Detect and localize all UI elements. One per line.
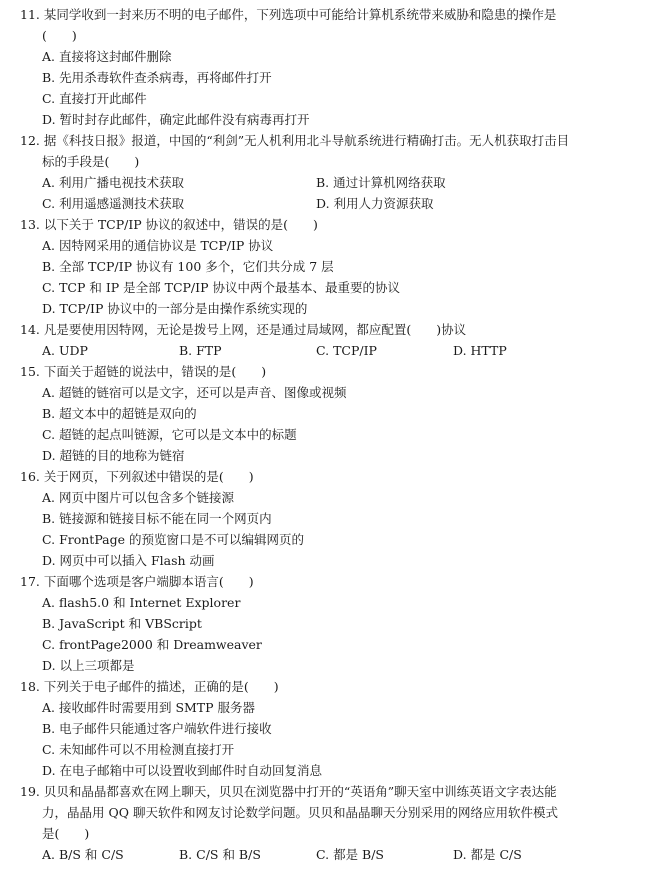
question-stem-cont: 是( ) [42, 826, 90, 841]
option-b: B. 链接源和链接目标不能在同一个网页内 [42, 511, 272, 526]
option-a: A. B/S 和 C/S [42, 847, 124, 862]
option-c: C. frontPage2000 和 Dreamweaver [42, 637, 262, 652]
option-c: C. TCP 和 IP 是全部 TCP/IP 协议中两个最基本、最重要的协议 [42, 280, 400, 295]
question-15 [20, 361, 632, 466]
option-b: B. FTP [179, 343, 222, 358]
option-c: C. 都是 B/S [316, 847, 384, 862]
question-14 [20, 319, 632, 361]
option-b: B. 电子邮件只能通过客户端软件进行接收 [42, 721, 272, 736]
option-b: B. 全部 TCP/IP 协议有 100 多个，它们共分成 7 层 [42, 259, 334, 274]
question-stem: 18. 下列关于电子邮件的描述，正确的是( ) [20, 679, 279, 694]
option-b: B. C/S 和 B/S [179, 847, 261, 862]
option-b: B. JavaScript 和 VBScript [42, 616, 202, 631]
question-stem: 11. 某同学收到一封来历不明的电子邮件，下列选项中可能给计算机系统带来威胁和隐患的操作是 [20, 7, 557, 22]
option-c: C. TCP/IP [316, 343, 377, 358]
question-13 [20, 214, 632, 319]
option-a: A. 接收邮件时需要用到 SMTP 服务器 [42, 700, 256, 715]
question-stem: 14. 凡是要使用因特网，无论是拨号上网，还是通过局域网，都应配置( )协议 [20, 322, 467, 337]
question-stem: 12. 据《科技日报》报道，中国的“利剑”无人机利用北斗导航系统进行精确打击。无人机获取打击目 [20, 133, 570, 148]
question-stem: 16. 关于网页，下列叙述中错误的是( ) [20, 469, 254, 484]
question-11 [20, 4, 632, 130]
question-stem-cont: 力，晶晶用 QQ 聊天软件和网友讨论数学问题。贝贝和晶晶聊天分别采用的网络应用软件模式 [42, 805, 558, 820]
option-d: D. TCP/IP 协议中的一部分是由操作系统实现的 [42, 301, 308, 316]
option-a: A. UDP [42, 343, 88, 358]
option-b: B. 先用杀毒软件查杀病毒，再将邮件打开 [42, 70, 272, 85]
option-row [20, 172, 632, 193]
question-stem-cont: ( ) [42, 28, 77, 43]
question-stem: 17. 下面哪个选项是客户端脚本语言( ) [20, 574, 254, 589]
option-row [20, 193, 632, 214]
option-d: D. 以上三项都是 [42, 658, 135, 673]
option-d: D. 暂时封存此邮件，确定此邮件没有病毒再打开 [42, 112, 310, 127]
option-a: A. 因特网采用的通信协议是 TCP/IP 协议 [42, 238, 274, 253]
option-a: A. 网页中图片可以包含多个链接源 [42, 490, 234, 505]
option-d: D. 都是 C/S [453, 847, 522, 862]
option-row [20, 340, 632, 361]
question-16 [20, 466, 632, 571]
question-stem-cont: 标的手段是( ) [42, 154, 140, 169]
question-17 [20, 571, 632, 676]
option-c: C. 未知邮件可以不用检测直接打开 [42, 742, 235, 757]
option-d: D. HTTP [453, 343, 507, 358]
question-stem: 13. 以下关于 TCP/IP 协议的叙述中，错误的是( ) [20, 217, 318, 232]
option-a: A. 超链的链宿可以是文字，还可以是声音、图像或视频 [42, 385, 347, 400]
option-b: B. 通过计算机网络获取 [316, 175, 446, 190]
option-a: A. flash5.0 和 Internet Explorer [42, 595, 241, 610]
option-c: C. 利用遥感遥测技术获取 [42, 196, 185, 211]
option-c: C. 直接打开此邮件 [42, 91, 147, 106]
option-row [20, 844, 632, 865]
option-b: B. 超文本中的超链是双向的 [42, 406, 197, 421]
question-18 [20, 676, 632, 781]
option-a: A. 直接将这封邮件删除 [42, 49, 172, 64]
option-c: C. FrontPage 的预览窗口是不可以编辑网页的 [42, 532, 304, 547]
question-12 [20, 130, 632, 214]
option-d: D. 超链的目的地称为链宿 [42, 448, 185, 463]
question-stem: 19. 贝贝和晶晶都喜欢在网上聊天，贝贝在浏览器中打开的“英语角”聊天室中训练英语文字表达能 [20, 784, 557, 799]
question-stem: 15. 下面关于超链的说法中，错误的是( ) [20, 364, 267, 379]
option-a: A. 利用广播电视技术获取 [42, 175, 184, 190]
option-d: D. 利用人力资源获取 [316, 196, 434, 211]
option-c: C. 超链的起点叫链源，它可以是文本中的标题 [42, 427, 297, 442]
question-19 [20, 781, 632, 865]
option-d: D. 在电子邮箱中可以设置收到邮件时自动回复消息 [42, 763, 323, 778]
option-d: D. 网页中可以插入 Flash 动画 [42, 553, 215, 568]
